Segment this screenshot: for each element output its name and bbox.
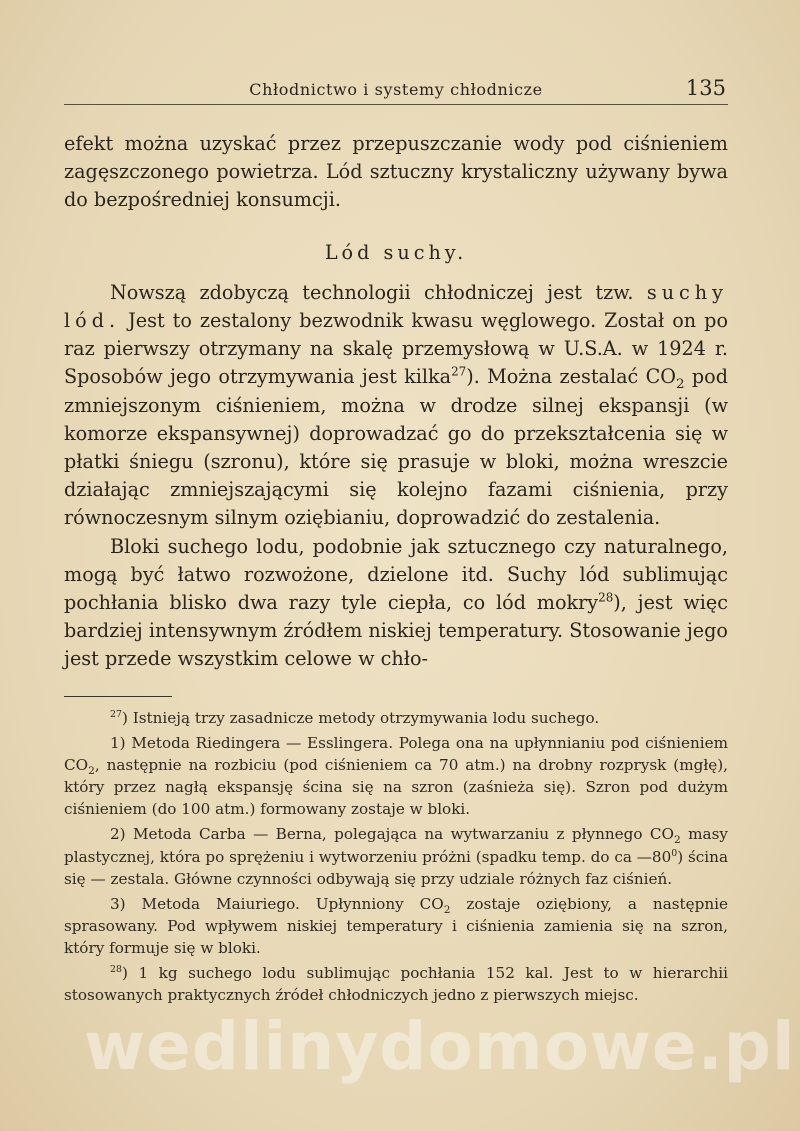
running-title: Chłodnictwo i systemy chłodnicze [249, 80, 543, 99]
spaced-term: suchy lód. [64, 280, 728, 333]
footnote-marker: 27 [110, 708, 122, 720]
page-number: 135 [685, 76, 726, 100]
footnote-rule [64, 696, 172, 697]
intro-paragraph: efekt można uzyskać przez przepuszczanie wody pod ciśnieniem zagęszczonego powietrza. Lód sztuczny krystaliczny używany bywa do bezpośredniej konsumcji. [64, 132, 728, 212]
watermark: wedlinydomowe.pl [84, 1008, 796, 1085]
subscript: 2 [676, 377, 685, 393]
text-run: zostaje oziębiony, a następnie sprasowany. Pod wpływem niskiej temperatury i ciśnienia zamienia się na szron, który formuje się w bloki. [64, 894, 728, 957]
footnote-28 [64, 962, 728, 1006]
subscript: 2 [443, 902, 451, 916]
text-run: Jest to zestalony bezwodnik kwasu węglowego. Został on po raz pierwszy otrzymany na skalę przemysłową w U.S.A. w 1924 r. Sposobów jego otrzymywania jest kilka [64, 309, 728, 389]
text-run: Bloki suchego lodu, podobnie jak sztucznego czy naturalnego, mogą być łatwo rozwożone, dzielone itd. Suchy lód sublimując pochłania blisko dwa razy tyle ciepła, co lód mokry [64, 534, 728, 615]
footnote-ref-28: 28 [598, 590, 614, 605]
footnote-27 [64, 707, 728, 729]
text-run: ) ścina się — zestala. Główne czynności odbywają się przy udziale różnych faz ciśnień. [64, 847, 729, 888]
text-run: 1) Metoda Riedingera — Esslingera. Polega ona na upłynnianiu pod ciśnieniem CO [64, 734, 728, 775]
footnote-27-method-3 [64, 893, 728, 959]
text-run: masy plastycznej, która po sprężeniu i wytworzeniu próżni (spadku temp. do ca —80 [64, 825, 728, 866]
text-run: ) 1 kg suchego lodu sublimując pochłania 152 kal. Jest to w hierarchii stosowanych praktycznych źródeł chłodniczych jedno z pierwszych miejsc. [64, 964, 728, 1005]
text-run: ). Można zestalać CO [466, 365, 677, 389]
running-header [64, 76, 728, 106]
text-run: 2) Metoda Carba — Berna, polegająca na wytwarzaniu z płynnego CO [110, 825, 674, 844]
footnotes [64, 707, 728, 1009]
header-rule [64, 104, 728, 105]
superscript: 0 [671, 847, 678, 859]
footnote-marker: 28 [110, 963, 122, 975]
text-run: 3) Metoda Maiuriego. Upłynniony CO [110, 894, 444, 913]
paragraph-blocks [64, 533, 728, 674]
text-run: Nowszą zdobyczą technologii chłodniczej jest tzw. [110, 280, 647, 304]
subscript: 2 [88, 764, 95, 778]
section-title: Lód suchy. [324, 240, 468, 264]
footnote-27-method-2 [64, 823, 728, 889]
text-run: ), jest więc bardziej intensywnym źródłem niskiej temperatury. Stosowanie jego jest przede wszystkim celowe w chło- [64, 591, 728, 671]
text-run: , następnie na rozbiciu (pod ciśnieniem ca 70 atm.) na drobny rozprysk (mgłę), który przez nagłą ekspansję ścina się na szron (zaśnieża się). Szron pod dużym ciśnieniem (do 100 atm.) formowany zostaje w bloki. [64, 756, 728, 819]
text-run: pod zmniejszonym ciśnieniem, można w drodze silnej ekspansji (w komorze ekspansywnej) doprowadzać go do przekształcenia się w płatki śniegu (szronu), które się prasuje w bloki, można wreszcie działając zmniejszającymi się kolejno fazami ciśnienia, przy równoczesnym silnym oziębianiu, doprowadzić do zestalenia. [64, 365, 729, 530]
paragraph-dry-ice [64, 279, 728, 533]
footnote-ref-27: 27 [451, 365, 467, 380]
text-run: ) Istnieją trzy zasadnicze metody otrzymywania lodu suchego. [121, 709, 600, 727]
subscript: 2 [673, 833, 681, 847]
main-text [64, 130, 728, 674]
footnote-27-method-1 [64, 732, 728, 820]
